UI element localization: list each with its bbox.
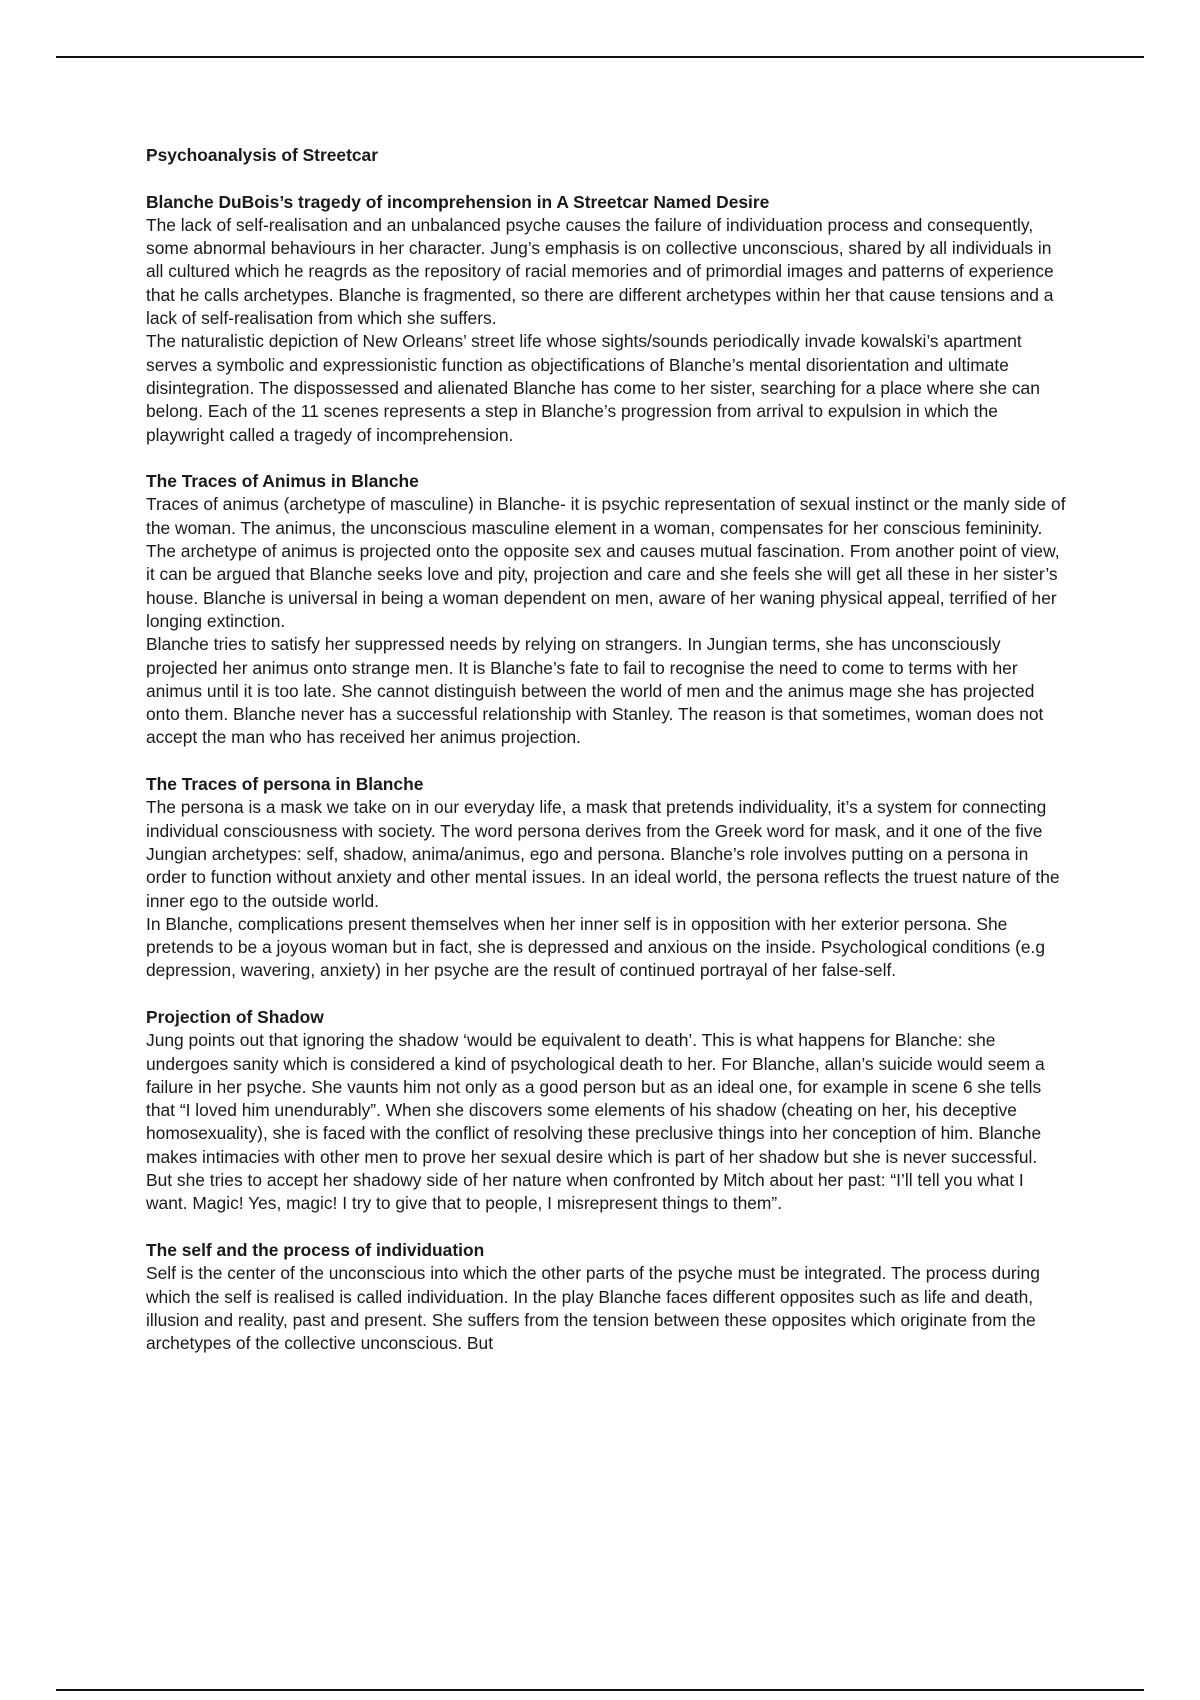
section-individuation (146, 1239, 1068, 1355)
paragraph: Blanche tries to satisfy her suppressed needs by relying on strangers. In Jungian terms, she has unconsciously projected her animus onto strange men. It is Blanche’s fate to fail to recognise the need to come to terms with her animus until it is too late. She cannot distinguish between the world of men and the animus mage she has projected onto them. Blanche never has a successful relationship with Stanley. The reason is that sometimes, woman does not accept the man who has received her animus projection. (146, 634, 1044, 748)
document-body (146, 144, 1068, 1379)
paragraph: In Blanche, complications present themselves when her inner self is in opposition with her exterior persona. She pretends to be a joyous woman but in fact, she is depressed and anxious on the inside. Psychological conditions (e.g depression, wavering, anxiety) in her psyche are the result of continued portrayal of her false-self. (146, 913, 1046, 981)
paragraph: The naturalistic depiction of New Orleans’ street life whose sights/sounds periodically invade kowalski’s apartment serves a symbolic and expressionistic function as objectifications of Blanche’s mental disorientation and ultimate disintegration. The dispossessed and alienated Blanche has come to her sister, searching for a place where she can belong. Each of the 11 scenes represents a step in Blanche’s progression from arrival to expulsion in which the playwright called a tragedy of incomprehension. (146, 331, 1040, 445)
section-shadow (146, 1006, 1068, 1216)
paragraph: Self is the center of the unconscious into which the other parts of the psyche must be integrated. The process during which the self is realised is called individuation. In the play Blanche faces different opposites such as life and death, illusion and reality, past and present. She suffers from the tension between these opposites which originate from the archetypes of the collective unconscious. But (146, 1263, 1040, 1354)
section-heading: The Traces of persona in Blanche (146, 774, 424, 795)
section-tragedy (146, 191, 1068, 447)
paragraph: The lack of self-realisation and an unbalanced psyche causes the failure of individuation process and consequently, some abnormal behaviours in her character. Jung’s emphasis is on collective unconscious, shared by all individuals in all cultured which he reagrds as the repository of racial memories and of primordial images and patterns of experience that he calls archetypes. Blanche is fragmented, so there are different archetypes within her that cause tensions and a lack of self-realisation from which she suffers. (146, 214, 1054, 329)
paragraph: Jung points out that ignoring the shadow ‘would be equivalent to death’. This is what happens for Blanche: she undergoes sanity which is considered a kind of psychological death to her. For Blanche, allan’s suicide would seem a failure in her psyche. She vaunts him not only as a good person but as an ideal one, for example in scene 6 she tells that “I loved him unendurably”. When she discovers some elements of his shadow (cheating on her, his deceptive homosexuality), she is faced with the conflict of resolving these preclusive things into her conception of him. Blanche makes intimacies with other men to prove her sexual desire which is part of her shadow but she is never successful. But she tries to accept her shadowy side of her nature when confronted by Mitch about her past: “I’ll tell you what I want. Magic! Yes, magic! I try to give that to people, I misrepresent things to them”. (146, 1030, 1045, 1214)
section-heading: The self and the process of individuation (146, 1239, 485, 1260)
top-rule (56, 56, 1144, 58)
paragraph: Traces of animus (archetype of masculine) in Blanche- it is psychic representation of sexual instinct or the manly side of the woman. The animus, the unconscious masculine element in a woman, compensates for her conscious femininity. The archetype of animus is projected onto the opposite sex and causes mutual fascination. From another point of view, it can be argued that Blanche seeks love and pity, projection and care and she feels she will get all these in her sister’s house. Blanche is universal in being a woman dependent on men, aware of her waning physical appeal, terrified of her longing extinction. (146, 494, 1066, 631)
section-animus (146, 470, 1068, 750)
section-heading: The Traces of Animus in Blanche (146, 471, 419, 492)
paragraph: The persona is a mask we take on in our everyday life, a mask that pretends individuality, it’s a system for connecting individual consciousness with society. The word persona derives from the Greek word for mask, and it one of the five Jungian archetypes: self, shadow, anima/animus, ego and persona. Blanche’s role involves putting on a persona in order to function without anxiety and other mental issues. In an ideal world, the persona reflects the truest nature of the inner ego to the outside world. (146, 797, 1060, 911)
section-persona (146, 773, 1068, 983)
document-title: Psychoanalysis of Streetcar (146, 145, 378, 165)
section-heading: Projection of Shadow (146, 1006, 324, 1027)
section-heading: Blanche DuBois’s tragedy of incomprehension in A Streetcar Named Desire (146, 191, 770, 212)
bottom-rule (56, 1689, 1144, 1691)
